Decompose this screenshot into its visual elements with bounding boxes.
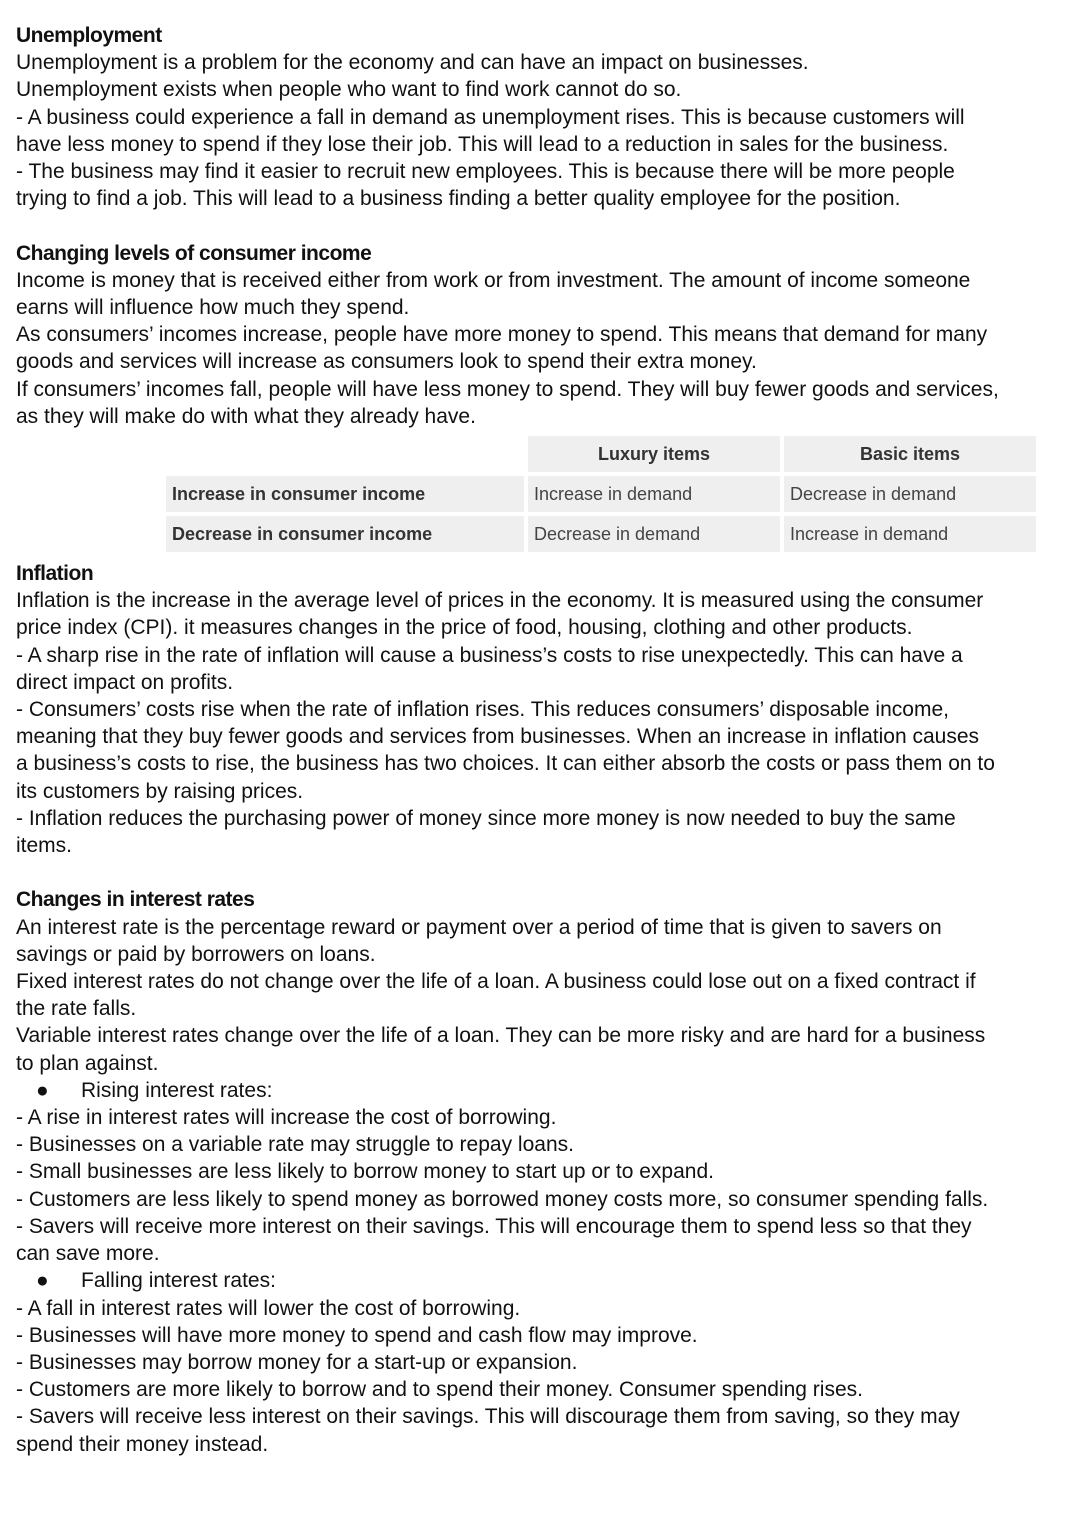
- paragraph-line: Fixed interest rates do not change over the life of a loan. A business could lose out on a fixed contract if: [16, 970, 976, 994]
- paragraph-line: a business’s costs to rise, the business has two choices. It can either absorb the costs or pass them on to: [16, 752, 995, 776]
- bullet-icon: ●: [36, 1078, 49, 1102]
- spacer: [16, 859, 1064, 886]
- paragraph-line: Unemployment is a problem for the economy and can have an impact on businesses.: [16, 51, 809, 75]
- list-item: - A fall in interest rates will lower the cost of borrowing.: [16, 1296, 521, 1320]
- paragraph-line: - A sharp rise in the rate of inflation will cause a business’s costs to rise unexpectedly. This can have a: [16, 643, 963, 667]
- list-item: - Savers will receive more interest on their savings. This will encourage them to spend less so that they: [16, 1214, 972, 1238]
- paragraph-line: direct impact on profits.: [16, 670, 234, 694]
- paragraph-line: to plan against.: [16, 1051, 159, 1075]
- paragraph-line: its customers by raising prices.: [16, 779, 304, 803]
- list-item: - Businesses may borrow money for a start-up or expansion.: [16, 1350, 578, 1374]
- row-header: Decrease in consumer income: [166, 516, 524, 552]
- paragraph-line: items.: [16, 834, 73, 858]
- bullet-icon: ●: [36, 1269, 49, 1293]
- spacer: [16, 212, 1064, 239]
- column-header-basic: Basic items: [784, 436, 1036, 472]
- table-cell: Decrease in demand: [528, 516, 780, 552]
- table-cell: Decrease in demand: [784, 476, 1036, 512]
- paragraph-line: as they will make do with what they already have.: [16, 404, 476, 428]
- list-item: - Customers are less likely to spend money as borrowed money costs more, so consumer spending falls.: [16, 1187, 989, 1211]
- heading-interest-rates: Changes in interest rates: [16, 888, 255, 912]
- list-item: - Businesses will have more money to spend and cash flow may improve.: [16, 1323, 698, 1347]
- table-cell: Increase in demand: [784, 516, 1036, 552]
- paragraph-line: price index (CPI). it measures changes in the price of food, housing, clothing and other products.: [16, 616, 913, 640]
- bullet-falling-interest: [16, 1267, 1064, 1294]
- bullet-label: Falling interest rates:: [81, 1269, 276, 1293]
- heading-consumer-income: Changing levels of consumer income: [16, 241, 372, 265]
- list-item: can save more.: [16, 1242, 160, 1266]
- paragraph-line: As consumers’ incomes increase, people have more money to spend. This means that demand for many: [16, 323, 988, 347]
- table-cell: Increase in demand: [528, 476, 780, 512]
- list-item: spend their money instead.: [16, 1432, 269, 1456]
- paragraph-line: Variable interest rates change over the life of a loan. They can be more risky and are hard for a business: [16, 1024, 986, 1048]
- column-header-luxury: Luxury items: [528, 436, 780, 472]
- paragraph-line: trying to find a job. This will lead to a business finding a better quality employee for the position.: [16, 187, 901, 211]
- table-header-row: [166, 436, 1036, 472]
- list-item: - Small businesses are less likely to borrow money to start up or to expand.: [16, 1160, 714, 1184]
- paragraph-line: - Consumers’ costs rise when the rate of inflation rises. This reduces consumers’ disposable income,: [16, 698, 949, 722]
- paragraph-line: have less money to spend if they lose their job. This will lead to a reduction in sales for the business.: [16, 132, 949, 156]
- list-item: - Customers are more likely to borrow and to spend their money. Consumer spending rises.: [16, 1378, 863, 1402]
- paragraph-line: savings or paid by borrowers on loans.: [16, 942, 376, 966]
- paragraph-line: - The business may find it easier to recruit new employees. This is because there will be more people: [16, 160, 955, 184]
- heading-inflation: Inflation: [16, 562, 94, 586]
- list-item: - Businesses on a variable rate may struggle to repay loans.: [16, 1133, 574, 1157]
- income-demand-table: [162, 432, 1040, 556]
- paragraph-line: the rate falls.: [16, 997, 137, 1021]
- paragraph-line: If consumers’ incomes fall, people will have less money to spend. They will buy fewer goods and services,: [16, 377, 999, 401]
- paragraph-line: An interest rate is the percentage reward or payment over a period of time that is given to savers on: [16, 915, 942, 939]
- paragraph-line: earns will influence how much they spend.: [16, 296, 410, 320]
- table-row: [166, 516, 1036, 552]
- list-item: - Savers will receive less interest on their savings. This will discourage them from saving, so they may: [16, 1405, 960, 1429]
- paragraph-line: Inflation is the increase in the average level of prices in the economy. It is measured using the consumer: [16, 589, 984, 613]
- table-row: [166, 476, 1036, 512]
- row-header: Increase in consumer income: [166, 476, 524, 512]
- paragraph-line: - Inflation reduces the purchasing power of money since more money is now needed to buy the same: [16, 806, 956, 830]
- paragraph-line: meaning that they buy fewer goods and services from businesses. When an increase in inflation causes: [16, 725, 980, 749]
- table-corner: [166, 436, 524, 472]
- heading-unemployment: Unemployment: [16, 24, 162, 47]
- bullet-label: Rising interest rates:: [81, 1078, 273, 1102]
- list-item: - A rise in interest rates will increase the cost of borrowing.: [16, 1106, 557, 1130]
- paragraph-line: goods and services will increase as consumers look to spend their extra money.: [16, 350, 757, 374]
- paragraph-line: Unemployment exists when people who want to find work cannot do so.: [16, 78, 682, 102]
- paragraph-line: - A business could experience a fall in demand as unemployment rises. This is because customers will: [16, 105, 965, 129]
- paragraph-line: Income is money that is received either from work or from investment. The amount of income someone: [16, 268, 971, 292]
- bullet-rising-interest: [16, 1077, 1064, 1104]
